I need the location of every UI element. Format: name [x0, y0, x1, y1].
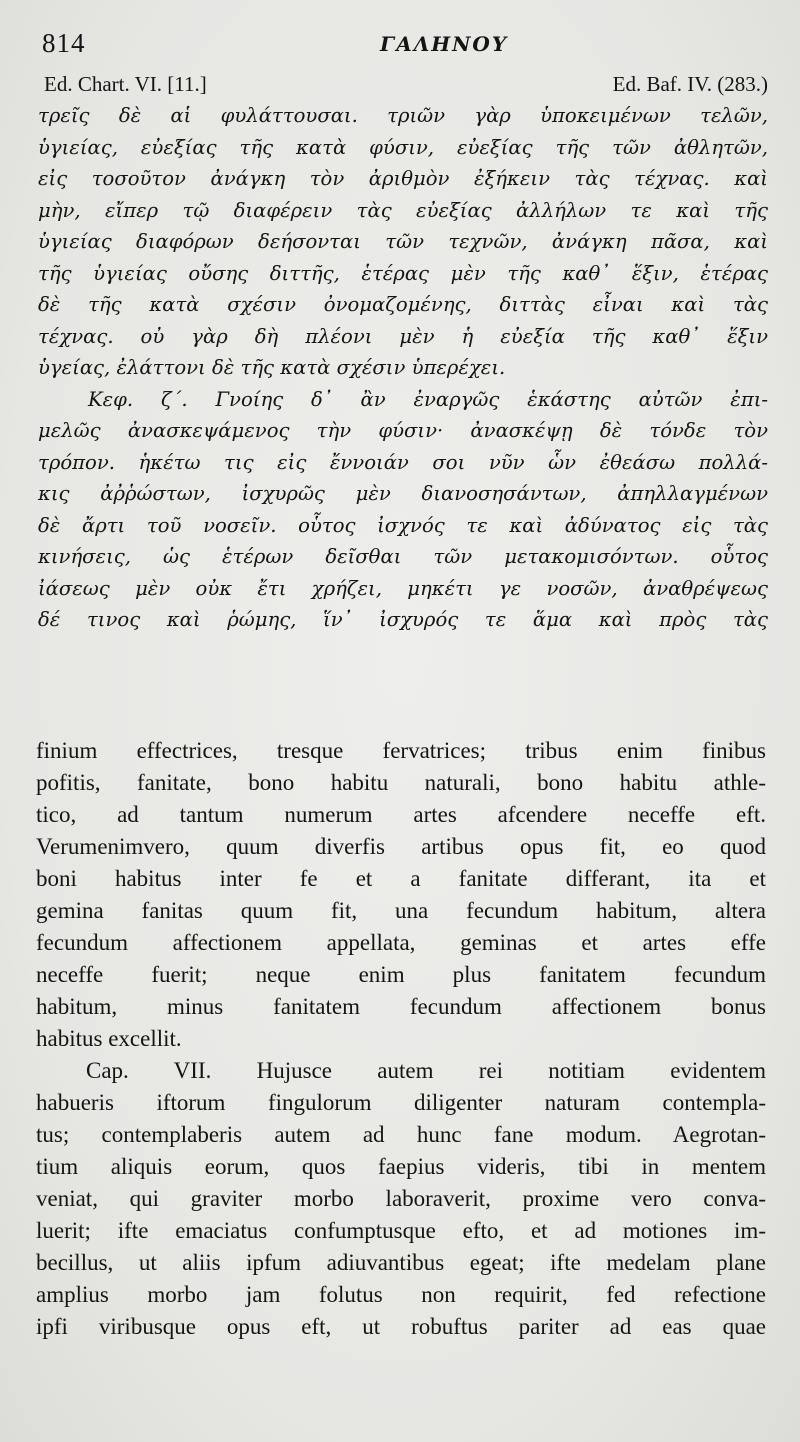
- greek-line: εἰς τοσοῦτον ἀνάγκη τὸν ἀριθμὸν ἐξήκειν τὰς τέχνας. καὶ: [38, 167, 768, 190]
- latin-line: amplius morbo jam folutus non requirit, fed refectione: [36, 1282, 766, 1307]
- latin-line: tus; contemplaberis autem ad hunc fane modum. Aegrotan-: [36, 1122, 766, 1147]
- latin-line: Verumenimvero, quum diverfis artibus opus fit, eo quod: [36, 834, 766, 859]
- edition-reference-left: Ed. Chart. VI. [11.]: [44, 72, 207, 96]
- latin-line: becillus, ut aliis ipfum adiuvantibus egeat; ifte medelam plane: [36, 1250, 766, 1275]
- latin-line: habitum, minus fanitatem fecundum affectionem bonus: [36, 994, 766, 1019]
- latin-line: gemina fanitas quum fit, una fecundum habitum, altera: [36, 898, 766, 923]
- edition-reference-right: Ed. Baf. IV. (283.): [612, 72, 768, 96]
- latin-line: finium effectrices, tresque fervatrices; tribus enim finibus: [36, 738, 766, 763]
- latin-line: fecundum affectionem appellata, geminas et artes effe: [36, 930, 766, 955]
- greek-chapter-heading-line: Κεφ. ζ΄. Γνοίης δ᾿ ἂν ἐναργῶς ἑκάστης αὐτῶν ἐπι-: [88, 387, 768, 411]
- edition-reference-line: [44, 72, 768, 102]
- latin-line: boni habitus inter fe et a fanitate differant, ita et: [36, 866, 766, 891]
- greek-line: τῆς ὑγιείας οὔσης διττῆς, ἑτέρας μὲν τῆς καθ᾿ ἕξιν, ἑτέρας: [38, 261, 768, 285]
- greek-line: ἰάσεως μὲν οὐκ ἔτι χρήζει, μηκέτι γε νοσῶν, ἀναθρέψεως: [38, 576, 768, 600]
- greek-line: μὴν, εἴπερ τῷ διαφέρειν τὰς εὐεξίας ἀλλήλων τε καὶ τῆς: [38, 198, 768, 222]
- running-title: ΓΑΛΗΝΟΥ: [380, 32, 509, 56]
- greek-line: ὑγιείας διαφόρων δεήσονται τῶν τεχνῶν, ἀνάγκη πᾶσα, καὶ: [38, 230, 768, 253]
- latin-line: neceffe fuerit; neque enim plus fanitatem fecundum: [36, 962, 766, 987]
- greek-line: δὲ ἄρτι τοῦ νοσεῖν. οὗτος ἰσχνός τε καὶ ἀδύνατος εἰς τὰς: [38, 513, 768, 537]
- latin-line: veniat, qui graviter morbo laboraverit, proxime vero conva-: [36, 1186, 766, 1211]
- latin-chapter-heading-line: Cap. VII. Hujusce autem rei notitiam evidentem: [86, 1058, 766, 1083]
- latin-line: tium aliquis eorum, quos faepius videris, tibi in mentem: [36, 1154, 766, 1179]
- latin-line: pofitis, fanitate, bono habitu naturali, bono habitu athle-: [36, 770, 766, 795]
- latin-line: ipfi viribusque opus eft, ut robuftus pariter ad eas quae: [36, 1314, 766, 1339]
- page-number: 814: [42, 28, 86, 58]
- page-header: [40, 26, 762, 66]
- greek-line: δὲ τῆς κατὰ σχέσιν ὀνομαζομένης, διττὰς εἶναι καὶ τὰς: [38, 293, 768, 316]
- latin-line: luerit; ifte emaciatus confumptusque efto, et ad motiones im-: [36, 1218, 766, 1243]
- latin-line: habueris iftorum fingulorum diligenter naturam contempla-: [36, 1090, 766, 1115]
- greek-line: ὑγιείας, εὐεξίας τῆς κατὰ φύσιν, εὐεξίας τῆς τῶν ἀθλητῶν,: [38, 135, 768, 159]
- latin-line: habitus excellit.: [36, 1026, 182, 1051]
- greek-line: τρεῖς δὲ αἱ φυλάττουσαι. τριῶν γὰρ ὑποκειμένων τελῶν,: [38, 104, 768, 127]
- greek-line: μελῶς ἀνασκεψάμενος τὴν φύσιν· ἀνασκέψῃ δὲ τόνδε τὸν: [38, 419, 768, 442]
- greek-line: ὑγείας, ἐλάττονι δὲ τῆς κατὰ σχέσιν ὑπερέχει.: [38, 356, 506, 379]
- greek-line: τέχνας. οὐ γὰρ δὴ πλέονι μὲν ἡ εὐεξία τῆς καθ᾿ ἕξιν: [38, 324, 768, 348]
- greek-line: κινήσεις, ὡς ἑτέρων δεῖσθαι τῶν μετακομισόντων. οὗτος: [38, 545, 768, 568]
- greek-line: τρόπον. ἡκέτω τις εἰς ἔννοιάν σοι νῦν ὧν ἐθεάσω πολλά-: [38, 450, 768, 474]
- greek-text-block: [38, 100, 768, 636]
- latin-line: tico, ad tantum numerum artes afcendere neceffe eft.: [36, 802, 766, 827]
- greek-line: κις ἀῤῥώστων, ἰσχυρῶς μὲν διανοσησάντων, ἀπηλλαγμένων: [38, 482, 768, 505]
- latin-text-block: [36, 735, 766, 1343]
- greek-line: δέ τινος καὶ ῥώμης, ἵν᾿ ἰσχυρός τε ἅμα καὶ πρὸς τὰς: [38, 608, 768, 631]
